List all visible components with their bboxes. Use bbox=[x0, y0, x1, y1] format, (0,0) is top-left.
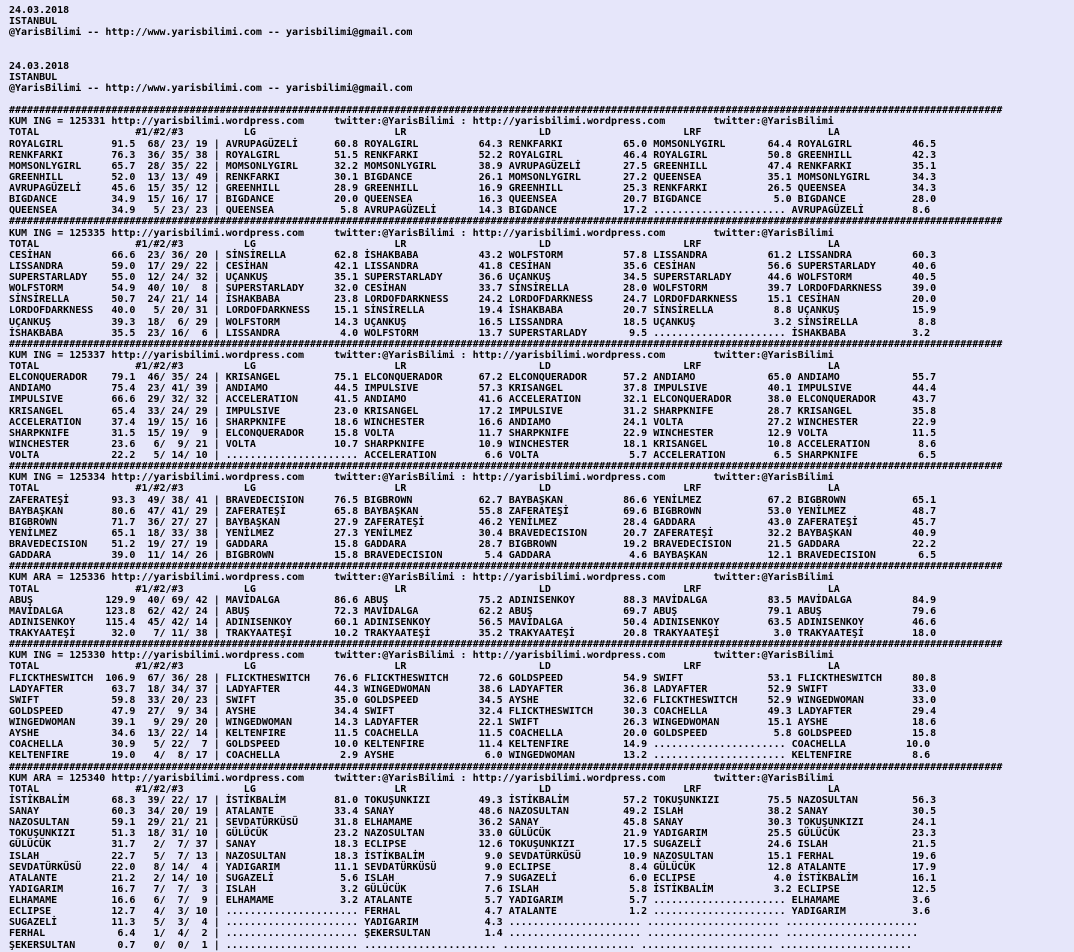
report-line: GADDARA 39.0 11/ 14/ 26 | BIGBROWN 15.8 BRAVEDECISION 5.4 GADDARA 4.6 BAYBAŞKAN 12.1 BRAVEDECISION 6.5 bbox=[9, 550, 937, 562]
report-line: TOTAL #1/#2/#3 LG LR LD LRF LA bbox=[9, 783, 840, 795]
report-line: 24.03.2018 bbox=[9, 60, 70, 72]
report-line: SEVDATÜRKÜSÜ 22.0 8/ 14/ 4 | YADIGARIM 11.1 SEVDATÜRKÜSÜ 9.0 ECLIPSE 8.4 GÜLÜCÜK 12.8 ATALANTE 17.9 bbox=[9, 861, 937, 873]
report-line: GREENHILL 52.0 13/ 13/ 49 | RENKFARKI 30.1 BIGDANCE 26.1 MOMSONLYGIRL 27.2 QUEENSEA 35.1 MOMSONLYGIRL 34.3 bbox=[9, 171, 937, 183]
report-line: @YarisBilimi -- http://www.yarisbilimi.com -- yarisbilimi@gmail.com bbox=[9, 27, 413, 39]
report-line: ##################################################################################################################################################################### bbox=[9, 461, 1003, 473]
report-line: LORDOFDARKNESS 40.0 5/ 20/ 31 | LORDOFDARKNESS 15.1 SİNSİRELLA 19.4 İSHAKBABA 20.7 SİNSİRELLA 8.8 UÇANKUŞ 15.9 bbox=[9, 305, 937, 317]
report-line: SANAY 60.3 34/ 20/ 19 | ATALANTE 33.4 SANAY 48.6 NAZOSULTAN 49.2 ISLAH 38.2 SANAY 30.5 bbox=[9, 806, 937, 817]
report-line: VOLTA 22.2 5/ 14/ 10 | ...................... ACCELERATION 6.6 VOLTA 5.7 ACCELERATION 6.5 SHARPKNIFE 6.5 bbox=[9, 450, 937, 461]
report-line: ANDIAMO 75.4 23/ 41/ 39 | ANDIAMO 44.5 IMPULSIVE 57.3 KRISANGEL 37.8 IMPULSIVE 40.1 IMPULSIVE 44.4 bbox=[9, 383, 937, 395]
report-line: TOKUŞUNKIZI 51.3 18/ 31/ 10 | GÜLÜCÜK 23.2 NAZOSULTAN 33.0 GÜLÜCÜK 21.9 YADIGARIM 25.5 GÜLÜCÜK 23.3 bbox=[9, 828, 937, 840]
report-line: ŞEKERSULTAN 0.7 0/ 0/ 1 | ...................... ...................... ...................... ...................... ...................... bbox=[9, 939, 913, 951]
report-line: ADINISENKOY 115.4 45/ 42/ 14 | ADINISENKOY 60.1 ADINISENKOY 56.5 MAVİDALGA 50.4 ADINISENKOY 63.5 ADINISENKOY 46.6 bbox=[9, 616, 937, 628]
report-line: WINGEDWOMAN 39.1 9/ 29/ 20 | WINGEDWOMAN 14.3 LADYAFTER 22.1 SWIFT 26.3 WINGEDWOMAN 15.1 AYSHE 18.6 bbox=[9, 717, 937, 728]
report-line: RENKFARKI 76.3 36/ 35/ 38 | ROYALGIRL 51.5 RENKFARKI 52.2 ROYALGIRL 46.4 ROYALGIRL 50.8 GREENHILL 42.3 bbox=[9, 149, 937, 161]
report-line: İSTİKBALİM 68.3 39/ 22/ 17 | İSTİKBALİM 81.0 TOKUŞUNKIZI 49.3 İSTİKBALİM 57.2 TOKUŞUNKIZI 75.5 NAZOSULTAN 56.3 bbox=[9, 794, 937, 806]
report-line: FERHAL 6.4 1/ 4/ 2 | ...................... ŞEKERSULTAN 1.4 ...................... ...................... ...................... bbox=[9, 928, 919, 940]
report-line: @YarisBilimi -- http://www.yarisbilimi.com -- yarisbilimi@gmail.com bbox=[9, 82, 413, 94]
report-line: ##################################################################################################################################################################### bbox=[9, 561, 1003, 573]
report-line: ACCELERATION 37.4 19/ 15/ 16 | SHARPKNIFE 18.6 WINCHESTER 16.6 ANDIAMO 24.1 VOLTA 27.2 WINCHESTER 22.9 bbox=[9, 416, 937, 428]
report-line: SUGAZELİ 11.3 5/ 3/ 4 | ...................... YADIGARIM 4.3 ...................... ...................... ...................... bbox=[9, 917, 919, 929]
report-line: TOTAL #1/#2/#3 LG LR LD LRF LA bbox=[9, 583, 840, 595]
report-line: LISSANDRA 59.0 17/ 29/ 22 | CESİHAN 42.1 LISSANDRA 41.8 CESİHAN 35.6 CESİHAN 56.6 SUPERSTARLADY 40.6 bbox=[9, 260, 937, 272]
report-line: KUM ARA = 125336 http://yarisbilimi.wordpress.com twitter:@YarisBilimi : http://yarisbilimi.wordpress.com twitter:@YarisBilimi bbox=[9, 572, 834, 584]
report-line: TOTAL #1/#2/#3 LG LR LD LRF LA bbox=[9, 238, 840, 250]
report-line: AYSHE 34.6 13/ 22/ 14 | KELTENFIRE 11.5 COACHELLA 11.5 COACHELLA 20.0 GOLDSPEED 5.8 GOLDSPEED 15.8 bbox=[9, 728, 937, 740]
report-line: ISLAH 22.7 5/ 7/ 13 | NAZOSULTAN 18.3 İSTİKBALİM 9.0 SEVDATÜRKÜSÜ 10.9 NAZOSULTAN 15.1 FERHAL 19.6 bbox=[9, 850, 937, 862]
report-line: BIGDANCE 34.9 15/ 16/ 17 | BIGDANCE 20.0 QUEENSEA 16.3 QUEENSEA 20.7 BIGDANCE 5.0 BIGDANCE 28.0 bbox=[9, 194, 937, 206]
report-line: NAZOSULTAN 59.1 29/ 21/ 21 | SEVDATÜRKÜSÜ 31.8 ELHAMAME 36.2 SANAY 45.8 SANAY 30.3 TOKUŞUNKIZI 24.1 bbox=[9, 817, 937, 829]
report-line: WOLFSTORM 54.9 40/ 10/ 8 | SUPERSTARLADY 32.0 CESİHAN 33.7 SİNSİRELLA 28.0 WOLFSTORM 39.7 LORDOFDARKNESS 39.0 bbox=[9, 283, 937, 295]
report-line: ECLIPSE 12.7 4/ 3/ 10 | ...................... FERHAL 4.7 ATALANTE 1.2 ...................... YADIGARIM 3.6 bbox=[9, 906, 931, 918]
report-line: ATALANTE 21.2 2/ 14/ 10 | SUGAZELİ 5.6 ISLAH 7.9 SUGAZELİ 6.0 ECLIPSE 4.0 İSTİKBALİM 16.1 bbox=[9, 872, 937, 884]
report-line: ##################################################################################################################################################################### bbox=[9, 338, 1003, 350]
report-line: ##################################################################################################################################################################### bbox=[9, 216, 1003, 228]
report-line: TOTAL #1/#2/#3 LG LR LD LRF LA bbox=[9, 661, 840, 673]
report-line: YENİLMEZ 65.1 18/ 33/ 38 | YENİLMEZ 27.3 YENİLMEZ 30.4 BRAVEDECISION 20.7 ZAFERATEŞİ 32.2 BAYBAŞKAN 40.9 bbox=[9, 527, 937, 539]
report-line: ROYALGIRL 91.5 68/ 23/ 19 | AVRUPAGÜZELİ 60.8 ROYALGIRL 64.3 RENKFARKI 65.0 MOMSONLYGIRL 64.4 ROYALGIRL 46.5 bbox=[9, 138, 937, 150]
report-line: ##################################################################################################################################################################### bbox=[9, 761, 1003, 773]
report-line bbox=[9, 38, 1002, 49]
report-line: BIGBROWN 71.7 36/ 27/ 27 | BAYBAŞKAN 27.9 ZAFERATEŞİ 46.2 YENİLMEZ 28.4 GADDARA 43.0 ZAFERATEŞİ 45.7 bbox=[9, 516, 937, 528]
report-line: KELTENFIRE 19.0 4/ 8/ 17 | COACHELLA 2.9 AYSHE 6.0 WINGEDWOMAN 13.2 ...................... KELTENFIRE 8.6 bbox=[9, 750, 931, 762]
report-line: 24.03.2018 bbox=[9, 5, 70, 16]
report-line: IMPULSIVE 66.6 29/ 32/ 32 | ACCELERATION 41.5 ANDIAMO 41.6 ACCELERATION 32.1 ELCONQUERADOR 38.0 ELCONQUERADOR 43.7 bbox=[9, 394, 937, 406]
report-line: ISTANBUL bbox=[9, 16, 58, 28]
report-line: TRAKYAATEŞİ 32.0 7/ 11/ 38 | TRAKYAATEŞİ 10.2 TRAKYAATEŞİ 35.2 TRAKYAATEŞİ 20.8 TRAKYAATEŞİ 3.0 TRAKYAATEŞİ 18.0 bbox=[9, 628, 937, 639]
report-line: İSHAKBABA 35.5 23/ 16/ 6 | LISSANDRA 4.0 WOLFSTORM 13.7 SUPERSTARLADY 9.5 ...................... İSHAKBABA 3.2 bbox=[9, 327, 931, 339]
report-line: SİNSİRELLA 50.7 24/ 21/ 14 | İSHAKBABA 23.8 LORDOFDARKNESS 24.2 LORDOFDARKNESS 24.7 LORDOFDARKNESS 15.1 CESİHAN 20.0 bbox=[9, 294, 937, 306]
report-line bbox=[9, 50, 1002, 61]
report-line: ISTANBUL bbox=[9, 71, 58, 83]
report-line: TOTAL #1/#2/#3 LG LR LD LRF LA bbox=[9, 361, 840, 372]
report-line: MAVİDALGA 123.8 62/ 42/ 24 | ABUŞ 72.3 MAVİDALGA 62.2 ABUŞ 69.7 ABUŞ 79.1 ABUŞ 79.6 bbox=[9, 605, 937, 617]
report-line: CESİHAN 66.6 23/ 36/ 20 | SİNSİRELLA 62.8 İSHAKBABA 43.2 WOLFSTORM 57.8 LISSANDRA 61.2 LISSANDRA 60.3 bbox=[9, 249, 937, 261]
report-line: ZAFERATEŞİ 93.3 49/ 38/ 41 | BRAVEDECISION 76.5 BIGBROWN 62.7 BAYBAŞKAN 86.6 YENİLMEZ 67.2 BIGBROWN 65.1 bbox=[9, 494, 937, 506]
report-line: UÇANKUŞ 39.3 18/ 6/ 29 | WOLFSTORM 14.3 UÇANKUŞ 16.5 LISSANDRA 18.5 UÇANKUŞ 3.2 SİNSİRELLA 8.8 bbox=[9, 316, 937, 328]
report-line: LADYAFTER 63.7 18/ 34/ 37 | LADYAFTER 44.3 WINGEDWOMAN 38.6 LADYAFTER 36.8 LADYAFTER 52.9 SWIFT 33.0 bbox=[9, 683, 937, 695]
report-line: SHARPKNIFE 31.5 15/ 19/ 9 | ELCONQUERADOR 15.8 VOLTA 11.7 SHARPKNIFE 22.9 WINCHESTER 12.9 VOLTA 11.5 bbox=[9, 427, 937, 439]
report-line: KRISANGEL 65.4 33/ 24/ 29 | IMPULSIVE 23.0 KRISANGEL 17.2 IMPULSIVE 31.2 SHARPKNIFE 28.7 KRISANGEL 35.8 bbox=[9, 405, 937, 417]
report-line: GOLDSPEED 47.9 27/ 9/ 34 | AYSHE 34.4 SWIFT 32.4 FLICKTHESWITCH 30.3 COACHELLA 49.3 LADYAFTER 29.4 bbox=[9, 705, 937, 717]
report-line: ELCONQUERADOR 79.1 46/ 35/ 24 | KRISANGEL 75.1 ELCONQUERADOR 67.2 ELCONQUERADOR 57.2 ANDIAMO 65.0 ANDIAMO 55.7 bbox=[9, 372, 937, 384]
report-line: TOTAL #1/#2/#3 LG LR LD LRF LA bbox=[9, 127, 840, 139]
report-line: KUM ING = 125337 http://yarisbilimi.wordpress.com twitter:@YarisBilimi : http://yarisbilimi.wordpress.com twitter:@YarisBilimi bbox=[9, 349, 834, 361]
report-line: YADIGARIM 16.7 7/ 7/ 3 | ISLAH 3.2 GÜLÜCÜK 7.6 ISLAH 5.8 İSTİKBALİM 3.2 ECLIPSE 12.5 bbox=[9, 883, 937, 895]
report-line: WINCHESTER 23.6 6/ 9/ 21 | VOLTA 10.7 SHARPKNIFE 10.9 WINCHESTER 18.1 KRISANGEL 10.8 ACCELERATION 8.6 bbox=[9, 438, 937, 450]
report-line: TOTAL #1/#2/#3 LG LR LD LRF LA bbox=[9, 483, 840, 495]
report-line bbox=[9, 94, 1002, 105]
report-line: MOMSONLYGIRL 65.7 28/ 35/ 22 | MOMSONLYGIRL 32.2 MOMSONLYGIRL 38.9 AVRUPAGÜZELİ 27.5 GREENHILL 47.4 RENKFARKI 35.1 bbox=[9, 160, 937, 172]
report-line: FLICKTHESWITCH 106.9 67/ 36/ 28 | FLICKTHESWITCH 76.6 FLICKTHESWITCH 72.6 GOLDSPEED 54.9 SWIFT 53.1 FLICKTHESWITCH 80.8 bbox=[9, 672, 937, 684]
report-line: ELHAMAME 16.6 6/ 7/ 9 | ELHAMAME 3.2 ATALANTE 5.7 YADIGARIM 5.7 ...................... ELHAMAME 3.6 bbox=[9, 895, 931, 906]
report-line: KUM ARA = 125340 http://yarisbilimi.wordpress.com twitter:@YarisBilimi : http://yarisbilimi.wordpress.com twitter:@YarisBilimi bbox=[9, 772, 834, 784]
report-line: ##################################################################################################################################################################### bbox=[9, 105, 1003, 117]
report-line: COACHELLA 30.9 5/ 22/ 7 | GOLDSPEED 10.0 KELTENFIRE 11.4 KELTENFIRE 14.9 ...................... COACHELLA 10.0 bbox=[9, 739, 931, 751]
report-line: ABUŞ 129.9 40/ 69/ 42 | MAVİDALGA 86.6 ABUŞ 75.2 ADINISENKOY 88.3 MAVİDALGA 83.5 MAVİDALGA 84.9 bbox=[9, 594, 937, 606]
race-report-document bbox=[9, 5, 1002, 951]
report-line: AVRUPAGÜZELİ 45.6 15/ 35/ 12 | GREENHILL 28.9 GREENHILL 16.9 GREENHILL 25.3 RENKFARKI 26.5 QUEENSEA 34.3 bbox=[9, 183, 937, 194]
report-line: GÜLÜCÜK 31.7 2/ 7/ 37 | SANAY 18.3 ECLIPSE 12.6 TOKUŞUNKIZI 17.5 SUGAZELİ 24.6 ISLAH 21.5 bbox=[9, 839, 937, 851]
report-line: ##################################################################################################################################################################### bbox=[9, 639, 1003, 651]
report-line: SUPERSTARLADY 55.0 12/ 24/ 32 | UÇANKUŞ 35.1 SUPERSTARLADY 36.6 UÇANKUŞ 34.5 SUPERSTARLADY 44.6 WOLFSTORM 40.5 bbox=[9, 272, 937, 283]
report-line: KUM ING = 125330 http://yarisbilimi.wordpress.com twitter:@YarisBilimi : http://yarisbilimi.wordpress.com twitter:@YarisBilimi bbox=[9, 650, 834, 662]
report-line: QUEENSEA 34.9 5/ 23/ 23 | QUEENSEA 5.8 AVRUPAGÜZELİ 14.3 BIGDANCE 17.2 ...................... AVRUPAGÜZELİ 8.6 bbox=[9, 205, 931, 217]
report-line: KUM ING = 125335 http://yarisbilimi.wordpress.com twitter:@YarisBilimi : http://yarisbilimi.wordpress.com twitter:@YarisBilimi bbox=[9, 227, 834, 239]
report-line: BAYBAŞKAN 80.6 47/ 41/ 29 | ZAFERATEŞİ 65.8 BAYBAŞKAN 55.8 ZAFERATEŞİ 69.6 BIGBROWN 53.0 YENİLMEZ 48.7 bbox=[9, 505, 937, 517]
report-line: KUM ING = 125334 http://yarisbilimi.wordpress.com twitter:@YarisBilimi : http://yarisbilimi.wordpress.com twitter:@YarisBilimi bbox=[9, 472, 834, 484]
report-line: KUM ING = 125331 http://yarisbilimi.wordpress.com twitter:@YarisBilimi : http://yarisbilimi.wordpress.com twitter:@YarisBilimi bbox=[9, 116, 834, 128]
report-line: SWIFT 59.8 33/ 20/ 23 | SWIFT 35.0 GOLDSPEED 34.5 AYSHE 32.6 FLICKTHESWITCH 52.9 WINGEDWOMAN 33.0 bbox=[9, 694, 937, 706]
report-line: BRAVEDECISION 51.2 19/ 27/ 19 | GADDARA 15.8 GADDARA 28.7 BIGBROWN 19.2 BRAVEDECISION 21.5 GADDARA 22.2 bbox=[9, 539, 937, 550]
